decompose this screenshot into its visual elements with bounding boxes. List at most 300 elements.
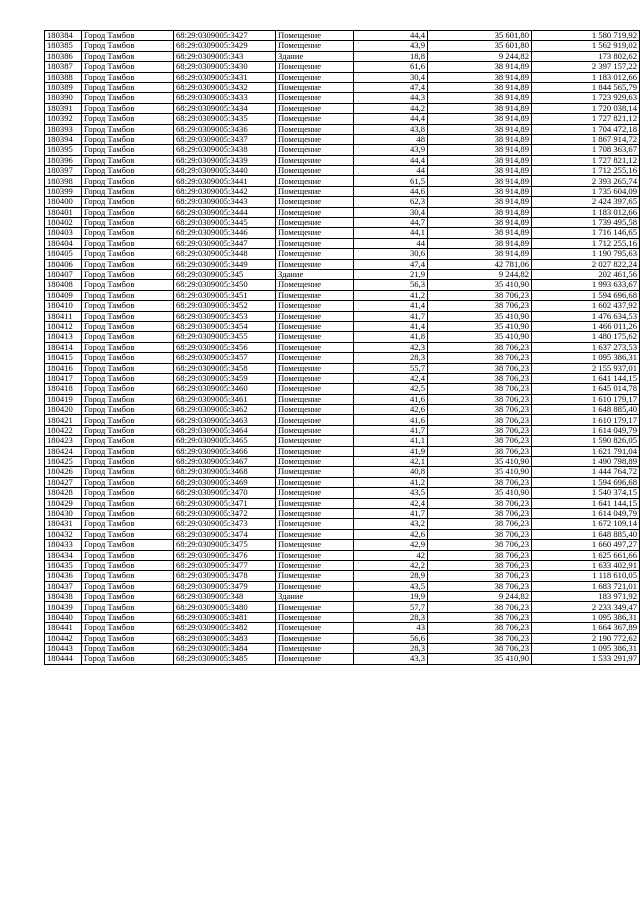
area-cell: 61,5 xyxy=(354,176,428,186)
unit-value-cell: 38 914,89 xyxy=(428,186,532,196)
table-row xyxy=(45,508,640,518)
table-row xyxy=(45,124,640,134)
city-cell: Город Тамбов xyxy=(82,436,174,446)
cadastral-value-cell: 1 533 291,97 xyxy=(532,654,640,664)
area-cell: 41,2 xyxy=(354,477,428,487)
table-row xyxy=(45,581,640,591)
unit-value-cell: 38 914,89 xyxy=(428,176,532,186)
city-cell: Город Тамбов xyxy=(82,425,174,435)
unit-value-cell: 38 706,23 xyxy=(428,342,532,352)
cadastral-value-cell: 1 683 721,01 xyxy=(532,581,640,591)
row-number-cell: 180404 xyxy=(45,238,82,248)
table-row xyxy=(45,519,640,529)
object-type-cell: Помещение xyxy=(276,508,354,518)
unit-value-cell: 38 914,89 xyxy=(428,145,532,155)
cadastral-number-cell: 68:29:0309005:3450 xyxy=(174,280,276,290)
cadastral-value-cell: 1 095 386,31 xyxy=(532,612,640,622)
object-type-cell: Помещение xyxy=(276,363,354,373)
cadastral-value-cell: 1 095 386,31 xyxy=(532,644,640,654)
city-cell: Город Тамбов xyxy=(82,249,174,259)
unit-value-cell: 38 914,89 xyxy=(428,249,532,259)
unit-value-cell: 38 914,89 xyxy=(428,155,532,165)
city-cell: Город Тамбов xyxy=(82,415,174,425)
object-type-cell: Помещение xyxy=(276,623,354,633)
cadastral-value-cell: 1 590 826,05 xyxy=(532,436,640,446)
table-row xyxy=(45,415,640,425)
area-cell: 28,3 xyxy=(354,353,428,363)
area-cell: 28,3 xyxy=(354,612,428,622)
object-type-cell: Помещение xyxy=(276,488,354,498)
object-type-cell: Помещение xyxy=(276,249,354,259)
cadastral-value-cell: 1 727 821,12 xyxy=(532,114,640,124)
cadastral-value-table xyxy=(44,30,640,665)
cadastral-number-cell: 68:29:0309005:3447 xyxy=(174,238,276,248)
table-row xyxy=(45,592,640,602)
table-row xyxy=(45,654,640,664)
object-type-cell: Помещение xyxy=(276,259,354,269)
unit-value-cell: 38 706,23 xyxy=(428,571,532,581)
city-cell: Город Тамбов xyxy=(82,41,174,51)
row-number-cell: 180392 xyxy=(45,114,82,124)
table-row xyxy=(45,477,640,487)
cadastral-number-cell: 68:29:0309005:3465 xyxy=(174,436,276,446)
object-type-cell: Помещение xyxy=(276,654,354,664)
area-cell: 42,1 xyxy=(354,457,428,467)
row-number-cell: 180437 xyxy=(45,581,82,591)
unit-value-cell: 38 914,89 xyxy=(428,218,532,228)
cadastral-number-cell: 68:29:0309005:3462 xyxy=(174,405,276,415)
cadastral-number-cell: 68:29:0309005:3459 xyxy=(174,373,276,383)
city-cell: Город Тамбов xyxy=(82,280,174,290)
cadastral-number-cell: 68:29:0309005:3433 xyxy=(174,93,276,103)
cadastral-number-cell: 68:29:0309005:3457 xyxy=(174,353,276,363)
cadastral-number-cell: 68:29:0309005:3455 xyxy=(174,332,276,342)
table-row xyxy=(45,62,640,72)
area-cell: 44 xyxy=(354,238,428,248)
city-cell: Город Тамбов xyxy=(82,72,174,82)
object-type-cell: Помещение xyxy=(276,612,354,622)
area-cell: 41,4 xyxy=(354,301,428,311)
cadastral-value-cell: 1 727 821,12 xyxy=(532,155,640,165)
cadastral-value-cell: 1 540 374,15 xyxy=(532,488,640,498)
object-type-cell: Помещение xyxy=(276,31,354,41)
object-type-cell: Помещение xyxy=(276,540,354,550)
row-number-cell: 180426 xyxy=(45,467,82,477)
row-number-cell: 180434 xyxy=(45,550,82,560)
cadastral-number-cell: 68:29:0309005:3436 xyxy=(174,124,276,134)
unit-value-cell: 38 706,23 xyxy=(428,644,532,654)
area-cell: 44 xyxy=(354,166,428,176)
cadastral-value-cell: 2 397 157,22 xyxy=(532,62,640,72)
unit-value-cell: 38 706,23 xyxy=(428,301,532,311)
table-row xyxy=(45,114,640,124)
city-cell: Город Тамбов xyxy=(82,467,174,477)
unit-value-cell: 38 706,23 xyxy=(428,581,532,591)
cadastral-value-cell: 1 614 049,79 xyxy=(532,508,640,518)
cadastral-value-cell: 1 610 179,17 xyxy=(532,415,640,425)
object-type-cell: Помещение xyxy=(276,176,354,186)
cadastral-value-cell: 2 190 772,62 xyxy=(532,633,640,643)
unit-value-cell: 35 410,90 xyxy=(428,457,532,467)
cadastral-value-cell: 1 716 146,65 xyxy=(532,228,640,238)
cadastral-number-cell: 68:29:0309005:3427 xyxy=(174,31,276,41)
object-type-cell: Помещение xyxy=(276,218,354,228)
object-type-cell: Помещение xyxy=(276,72,354,82)
cadastral-number-cell: 68:29:0309005:3464 xyxy=(174,425,276,435)
row-number-cell: 180388 xyxy=(45,72,82,82)
cadastral-number-cell: 68:29:0309005:3481 xyxy=(174,612,276,622)
table-row xyxy=(45,155,640,165)
table-row xyxy=(45,311,640,321)
cadastral-value-cell: 1 844 565,79 xyxy=(532,82,640,92)
object-type-cell: Помещение xyxy=(276,353,354,363)
table-row xyxy=(45,457,640,467)
row-number-cell: 180443 xyxy=(45,644,82,654)
city-cell: Город Тамбов xyxy=(82,311,174,321)
cadastral-value-cell: 202 461,56 xyxy=(532,269,640,279)
area-cell: 43 xyxy=(354,623,428,633)
unit-value-cell: 9 244,82 xyxy=(428,51,532,61)
city-cell: Город Тамбов xyxy=(82,353,174,363)
row-number-cell: 180436 xyxy=(45,571,82,581)
city-cell: Город Тамбов xyxy=(82,155,174,165)
area-cell: 19,9 xyxy=(354,592,428,602)
area-cell: 44,7 xyxy=(354,218,428,228)
object-type-cell: Помещение xyxy=(276,384,354,394)
cadastral-number-cell: 68:29:0309005:3474 xyxy=(174,529,276,539)
city-cell: Город Тамбов xyxy=(82,373,174,383)
cadastral-number-cell: 68:29:0309005:3473 xyxy=(174,519,276,529)
city-cell: Город Тамбов xyxy=(82,612,174,622)
cadastral-number-cell: 68:29:0309005:3467 xyxy=(174,457,276,467)
cadastral-number-cell: 68:29:0309005:3483 xyxy=(174,633,276,643)
city-cell: Город Тамбов xyxy=(82,186,174,196)
row-number-cell: 180444 xyxy=(45,654,82,664)
object-type-cell: Помещение xyxy=(276,186,354,196)
cadastral-value-cell: 1 708 363,67 xyxy=(532,145,640,155)
row-number-cell: 180420 xyxy=(45,405,82,415)
city-cell: Город Тамбов xyxy=(82,93,174,103)
area-cell: 42 xyxy=(354,550,428,560)
unit-value-cell: 38 706,23 xyxy=(428,446,532,456)
cadastral-number-cell: 68:29:0309005:3479 xyxy=(174,581,276,591)
cadastral-number-cell: 68:29:0309005:3442 xyxy=(174,186,276,196)
area-cell: 21,9 xyxy=(354,269,428,279)
object-type-cell: Помещение xyxy=(276,207,354,217)
cadastral-number-cell: 68:29:0309005:3449 xyxy=(174,259,276,269)
area-cell: 30,4 xyxy=(354,207,428,217)
row-number-cell: 180416 xyxy=(45,363,82,373)
area-cell: 44,4 xyxy=(354,114,428,124)
unit-value-cell: 38 706,23 xyxy=(428,425,532,435)
table-row xyxy=(45,644,640,654)
unit-value-cell: 38 706,23 xyxy=(428,550,532,560)
row-number-cell: 180431 xyxy=(45,519,82,529)
row-number-cell: 180398 xyxy=(45,176,82,186)
cadastral-value-cell: 1 444 764,72 xyxy=(532,467,640,477)
cadastral-value-cell: 1 490 798,89 xyxy=(532,457,640,467)
city-cell: Город Тамбов xyxy=(82,602,174,612)
row-number-cell: 180430 xyxy=(45,508,82,518)
cadastral-value-cell: 2 393 265,74 xyxy=(532,176,640,186)
object-type-cell: Помещение xyxy=(276,82,354,92)
object-type-cell: Помещение xyxy=(276,581,354,591)
object-type-cell: Помещение xyxy=(276,166,354,176)
unit-value-cell: 38 706,23 xyxy=(428,477,532,487)
table-row xyxy=(45,446,640,456)
cadastral-value-cell: 1 641 144,15 xyxy=(532,498,640,508)
object-type-cell: Помещение xyxy=(276,145,354,155)
table-row xyxy=(45,301,640,311)
unit-value-cell: 42 781,06 xyxy=(428,259,532,269)
cadastral-value-cell: 1 610 179,17 xyxy=(532,394,640,404)
table-row xyxy=(45,280,640,290)
cadastral-number-cell: 68:29:0309005:3445 xyxy=(174,218,276,228)
city-cell: Город Тамбов xyxy=(82,218,174,228)
row-number-cell: 180422 xyxy=(45,425,82,435)
table-row xyxy=(45,82,640,92)
cadastral-value-cell: 1 562 919,02 xyxy=(532,41,640,51)
object-type-cell: Помещение xyxy=(276,457,354,467)
city-cell: Город Тамбов xyxy=(82,363,174,373)
row-number-cell: 180402 xyxy=(45,218,82,228)
cadastral-number-cell: 68:29:0309005:3482 xyxy=(174,623,276,633)
area-cell: 42,3 xyxy=(354,342,428,352)
object-type-cell: Помещение xyxy=(276,405,354,415)
object-type-cell: Здание xyxy=(276,51,354,61)
city-cell: Город Тамбов xyxy=(82,488,174,498)
object-type-cell: Помещение xyxy=(276,124,354,134)
object-type-cell: Помещение xyxy=(276,529,354,539)
cadastral-number-cell: 68:29:0309005:3431 xyxy=(174,72,276,82)
row-number-cell: 180417 xyxy=(45,373,82,383)
row-number-cell: 180407 xyxy=(45,269,82,279)
cadastral-number-cell: 68:29:0309005:3453 xyxy=(174,311,276,321)
area-cell: 42,4 xyxy=(354,498,428,508)
row-number-cell: 180408 xyxy=(45,280,82,290)
cadastral-number-cell: 68:29:0309005:3448 xyxy=(174,249,276,259)
unit-value-cell: 38 706,23 xyxy=(428,612,532,622)
area-cell: 41,6 xyxy=(354,415,428,425)
table-row xyxy=(45,166,640,176)
city-cell: Город Тамбов xyxy=(82,51,174,61)
unit-value-cell: 38 914,89 xyxy=(428,228,532,238)
cadastral-number-cell: 68:29:0309005:3429 xyxy=(174,41,276,51)
table-row xyxy=(45,31,640,41)
table-row xyxy=(45,176,640,186)
object-type-cell: Помещение xyxy=(276,415,354,425)
object-type-cell: Помещение xyxy=(276,342,354,352)
area-cell: 43,9 xyxy=(354,41,428,51)
cadastral-number-cell: 68:29:0309005:3440 xyxy=(174,166,276,176)
object-type-cell: Помещение xyxy=(276,290,354,300)
area-cell: 43,9 xyxy=(354,145,428,155)
cadastral-number-cell: 68:29:0309005:3469 xyxy=(174,477,276,487)
city-cell: Город Тамбов xyxy=(82,166,174,176)
table-body xyxy=(45,31,640,665)
cadastral-value-cell: 1 118 610,05 xyxy=(532,571,640,581)
object-type-cell: Помещение xyxy=(276,498,354,508)
area-cell: 62,3 xyxy=(354,197,428,207)
cadastral-number-cell: 68:29:0309005:3480 xyxy=(174,602,276,612)
unit-value-cell: 38 914,89 xyxy=(428,197,532,207)
city-cell: Город Тамбов xyxy=(82,581,174,591)
area-cell: 57,7 xyxy=(354,602,428,612)
unit-value-cell: 9 244,82 xyxy=(428,592,532,602)
table-row xyxy=(45,207,640,217)
cadastral-number-cell: 68:29:0309005:3452 xyxy=(174,301,276,311)
city-cell: Город Тамбов xyxy=(82,519,174,529)
table-row xyxy=(45,145,640,155)
table-row xyxy=(45,321,640,331)
object-type-cell: Помещение xyxy=(276,571,354,581)
cadastral-number-cell: 68:29:0309005:3444 xyxy=(174,207,276,217)
row-number-cell: 180418 xyxy=(45,384,82,394)
object-type-cell: Помещение xyxy=(276,436,354,446)
city-cell: Город Тамбов xyxy=(82,623,174,633)
unit-value-cell: 38 706,23 xyxy=(428,498,532,508)
area-cell: 56,6 xyxy=(354,633,428,643)
table-row xyxy=(45,228,640,238)
cadastral-value-cell: 1 645 014,78 xyxy=(532,384,640,394)
cadastral-value-cell: 1 648 885,40 xyxy=(532,405,640,415)
cadastral-value-cell: 1 712 255,16 xyxy=(532,238,640,248)
unit-value-cell: 38 706,23 xyxy=(428,384,532,394)
city-cell: Город Тамбов xyxy=(82,540,174,550)
city-cell: Город Тамбов xyxy=(82,228,174,238)
object-type-cell: Здание xyxy=(276,592,354,602)
row-number-cell: 180413 xyxy=(45,332,82,342)
cadastral-value-cell: 1 580 719,92 xyxy=(532,31,640,41)
cadastral-value-cell: 1 466 011,26 xyxy=(532,321,640,331)
area-cell: 48 xyxy=(354,134,428,144)
row-number-cell: 180411 xyxy=(45,311,82,321)
area-cell: 47,4 xyxy=(354,82,428,92)
cadastral-value-cell: 1 602 437,92 xyxy=(532,301,640,311)
area-cell: 42,6 xyxy=(354,529,428,539)
table-row xyxy=(45,249,640,259)
cadastral-number-cell: 68:29:0309005:3439 xyxy=(174,155,276,165)
cadastral-value-cell: 1 633 402,91 xyxy=(532,560,640,570)
unit-value-cell: 38 914,89 xyxy=(428,166,532,176)
city-cell: Город Тамбов xyxy=(82,560,174,570)
area-cell: 41,9 xyxy=(354,446,428,456)
city-cell: Город Тамбов xyxy=(82,82,174,92)
cadastral-value-cell: 1 594 696,68 xyxy=(532,290,640,300)
cadastral-value-cell: 1 867 914,72 xyxy=(532,134,640,144)
row-number-cell: 180442 xyxy=(45,633,82,643)
area-cell: 43,5 xyxy=(354,581,428,591)
table-row xyxy=(45,529,640,539)
table-row xyxy=(45,373,640,383)
cadastral-value-cell: 1 095 386,31 xyxy=(532,353,640,363)
cadastral-number-cell: 68:29:0309005:3466 xyxy=(174,446,276,456)
cadastral-number-cell: 68:29:0309005:3485 xyxy=(174,654,276,664)
table-row xyxy=(45,238,640,248)
row-number-cell: 180386 xyxy=(45,51,82,61)
cadastral-number-cell: 68:29:0309005:3463 xyxy=(174,415,276,425)
area-cell: 42,2 xyxy=(354,560,428,570)
area-cell: 40,8 xyxy=(354,467,428,477)
row-number-cell: 180390 xyxy=(45,93,82,103)
unit-value-cell: 38 706,23 xyxy=(428,436,532,446)
object-type-cell: Помещение xyxy=(276,301,354,311)
row-number-cell: 180403 xyxy=(45,228,82,238)
cadastral-number-cell: 68:29:0309005:3438 xyxy=(174,145,276,155)
cadastral-number-cell: 68:29:0309005:3430 xyxy=(174,62,276,72)
unit-value-cell: 38 914,89 xyxy=(428,207,532,217)
object-type-cell: Помещение xyxy=(276,197,354,207)
object-type-cell: Помещение xyxy=(276,633,354,643)
cadastral-value-cell: 1 480 175,62 xyxy=(532,332,640,342)
object-type-cell: Помещение xyxy=(276,373,354,383)
table-row xyxy=(45,269,640,279)
object-type-cell: Помещение xyxy=(276,103,354,113)
city-cell: Город Тамбов xyxy=(82,301,174,311)
object-type-cell: Помещение xyxy=(276,280,354,290)
unit-value-cell: 38 706,23 xyxy=(428,373,532,383)
area-cell: 44,2 xyxy=(354,103,428,113)
unit-value-cell: 35 601,80 xyxy=(428,31,532,41)
area-cell: 56,3 xyxy=(354,280,428,290)
object-type-cell: Помещение xyxy=(276,311,354,321)
table-row xyxy=(45,498,640,508)
row-number-cell: 180439 xyxy=(45,602,82,612)
unit-value-cell: 38 914,89 xyxy=(428,103,532,113)
unit-value-cell: 38 914,89 xyxy=(428,82,532,92)
unit-value-cell: 38 706,23 xyxy=(428,560,532,570)
city-cell: Город Тамбов xyxy=(82,124,174,134)
row-number-cell: 180414 xyxy=(45,342,82,352)
table-row xyxy=(45,332,640,342)
area-cell: 41,7 xyxy=(354,508,428,518)
cadastral-number-cell: 68:29:0309005:3432 xyxy=(174,82,276,92)
city-cell: Город Тамбов xyxy=(82,207,174,217)
row-number-cell: 180396 xyxy=(45,155,82,165)
row-number-cell: 180394 xyxy=(45,134,82,144)
cadastral-number-cell: 68:29:0309005:3451 xyxy=(174,290,276,300)
cadastral-value-cell: 1 704 472,18 xyxy=(532,124,640,134)
unit-value-cell: 38 706,23 xyxy=(428,602,532,612)
city-cell: Город Тамбов xyxy=(82,644,174,654)
row-number-cell: 180384 xyxy=(45,31,82,41)
row-number-cell: 180410 xyxy=(45,301,82,311)
cadastral-number-cell: 68:29:0309005:3478 xyxy=(174,571,276,581)
row-number-cell: 180429 xyxy=(45,498,82,508)
area-cell: 43,5 xyxy=(354,488,428,498)
area-cell: 55,7 xyxy=(354,363,428,373)
cadastral-value-cell: 1 720 038,14 xyxy=(532,103,640,113)
unit-value-cell: 38 706,23 xyxy=(428,519,532,529)
cadastral-value-cell: 1 621 791,04 xyxy=(532,446,640,456)
object-type-cell: Помещение xyxy=(276,602,354,612)
table-row xyxy=(45,623,640,633)
row-number-cell: 180412 xyxy=(45,321,82,331)
area-cell: 43,3 xyxy=(354,654,428,664)
object-type-cell: Помещение xyxy=(276,644,354,654)
area-cell: 41,1 xyxy=(354,436,428,446)
unit-value-cell: 38 914,89 xyxy=(428,114,532,124)
area-cell: 44,3 xyxy=(354,93,428,103)
city-cell: Город Тамбов xyxy=(82,457,174,467)
cadastral-value-cell: 173 802,62 xyxy=(532,51,640,61)
table-row xyxy=(45,405,640,415)
table-row xyxy=(45,103,640,113)
area-cell: 41,6 xyxy=(354,394,428,404)
unit-value-cell: 38 706,23 xyxy=(428,529,532,539)
object-type-cell: Помещение xyxy=(276,321,354,331)
cadastral-number-cell: 68:29:0309005:3471 xyxy=(174,498,276,508)
